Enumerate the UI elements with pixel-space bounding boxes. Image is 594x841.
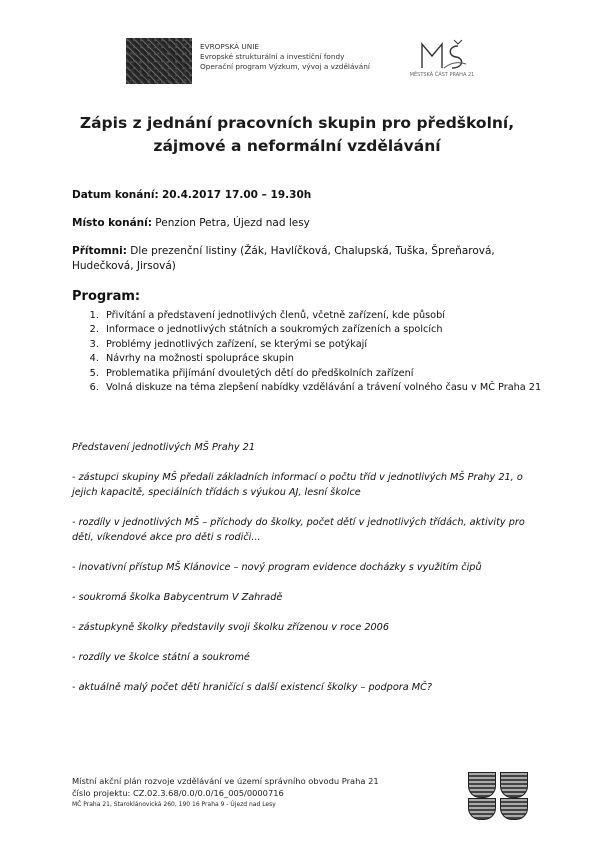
- crest-icon: [468, 798, 496, 820]
- eu-line-3: Operační program Výzkum, vývoj a vzdělávání: [200, 62, 370, 71]
- note-item: - rozdíly ve školce státní a soukromé: [72, 652, 250, 663]
- crest-icon: [468, 772, 496, 798]
- meeting-date: [72, 188, 542, 203]
- footer-project-number: číslo projektu: CZ.02.3.68/0.0/0.0/16_005/0000716: [72, 787, 284, 798]
- crest-icon: [500, 798, 528, 820]
- program-item: 2. Informace o jednotlivých státních a soukromých zařízeních a spolcích: [102, 323, 552, 337]
- program-list: [72, 309, 552, 395]
- ms-logo-caption: MĚSTSKÁ ČÁST PRAHA 21: [409, 72, 475, 78]
- notes-heading: Představení jednotlivých MŠ Prahy 21: [72, 442, 256, 453]
- attendees-label: Přítomni:: [72, 245, 127, 257]
- footer-crests: [464, 770, 530, 824]
- eu-flag-logo: [126, 38, 192, 84]
- crest-icon: [500, 772, 528, 798]
- program-item: 3. Problémy jednotlivých zařízení, se kterými se potýkají: [102, 338, 552, 352]
- note-item: - rozdíly v jednotlivých MŠ – příchody do školky, počet dětí v jednotlivých třídách, aktivity pro děti, víkendové akce pro děti s rodiči...: [72, 517, 525, 543]
- program-item: 5. Problematika přijímání dvouletých dětí do předškolních zařízení: [102, 367, 552, 381]
- meeting-place: [72, 216, 542, 231]
- meeting-notes: [72, 440, 542, 710]
- attendees-value: Dle prezenční listiny (Žák, Havlíčková, Chalupská, Tuška, Špreňarová, Hudečková, Jirsová): [72, 245, 495, 272]
- footer: [72, 776, 432, 811]
- note-item: - zástupkyně školky představily svoji školku zřízenou v roce 2006: [72, 622, 390, 633]
- program-item: 6. Volná diskuze na téma zlepšení nabídky vzdělávání a trávení volného času v MČ Praha 21: [102, 381, 552, 395]
- eu-logo-text: [200, 42, 370, 72]
- meeting-attendees: [72, 244, 542, 274]
- program-item: 4. Návrhy na možnosti spolupráce skupin: [102, 352, 552, 366]
- note-item: - zástupci skupiny MŠ předali základních informací o počtu tříd v jednotlivých MŠ Prahy 21, o jejich kapacitě, speciálních třídách s výukou AJ, lesní školce: [72, 472, 523, 498]
- eu-line-1: EVROPSKÁ UNIE: [200, 42, 259, 51]
- program-item: 1. Přivítání a představení jednotlivých členů, včetně zařízení, kde působí: [102, 309, 552, 323]
- place-value: Penzion Petra, Újezd nad lesy: [155, 217, 310, 229]
- header-logos: [120, 32, 480, 90]
- document-title: Zápis z jednání pracovních skupin pro předškolní, zájmové a neformální vzdělávání: [79, 114, 515, 155]
- note-item: - aktuálně malý počet dětí hraničící s další existencí školky – podpora MČ?: [72, 682, 433, 693]
- note-item: - inovativní přístup MŠ Klánovice – nový program evidence docházky s využitím čipů: [72, 562, 482, 573]
- date-label: Datum konání:: [72, 189, 159, 201]
- date-value: 20.4.2017 17.00 – 19.30h: [161, 189, 312, 201]
- footer-project-name: Místní akční plán rozvoje vzdělávání ve území správního obvodu Praha 21: [72, 776, 379, 786]
- note-item: - soukromá školka Babycentrum V Zahradě: [72, 592, 283, 603]
- place-label: Místo konání:: [72, 217, 152, 229]
- eu-line-2: Evropské strukturální a investiční fondy: [200, 52, 345, 61]
- program-title: Program:: [72, 289, 141, 304]
- footer-address: MČ Praha 21, Staroklánovická 260, 190 16 Praha 9 - Újezd nad Lesy: [72, 801, 276, 808]
